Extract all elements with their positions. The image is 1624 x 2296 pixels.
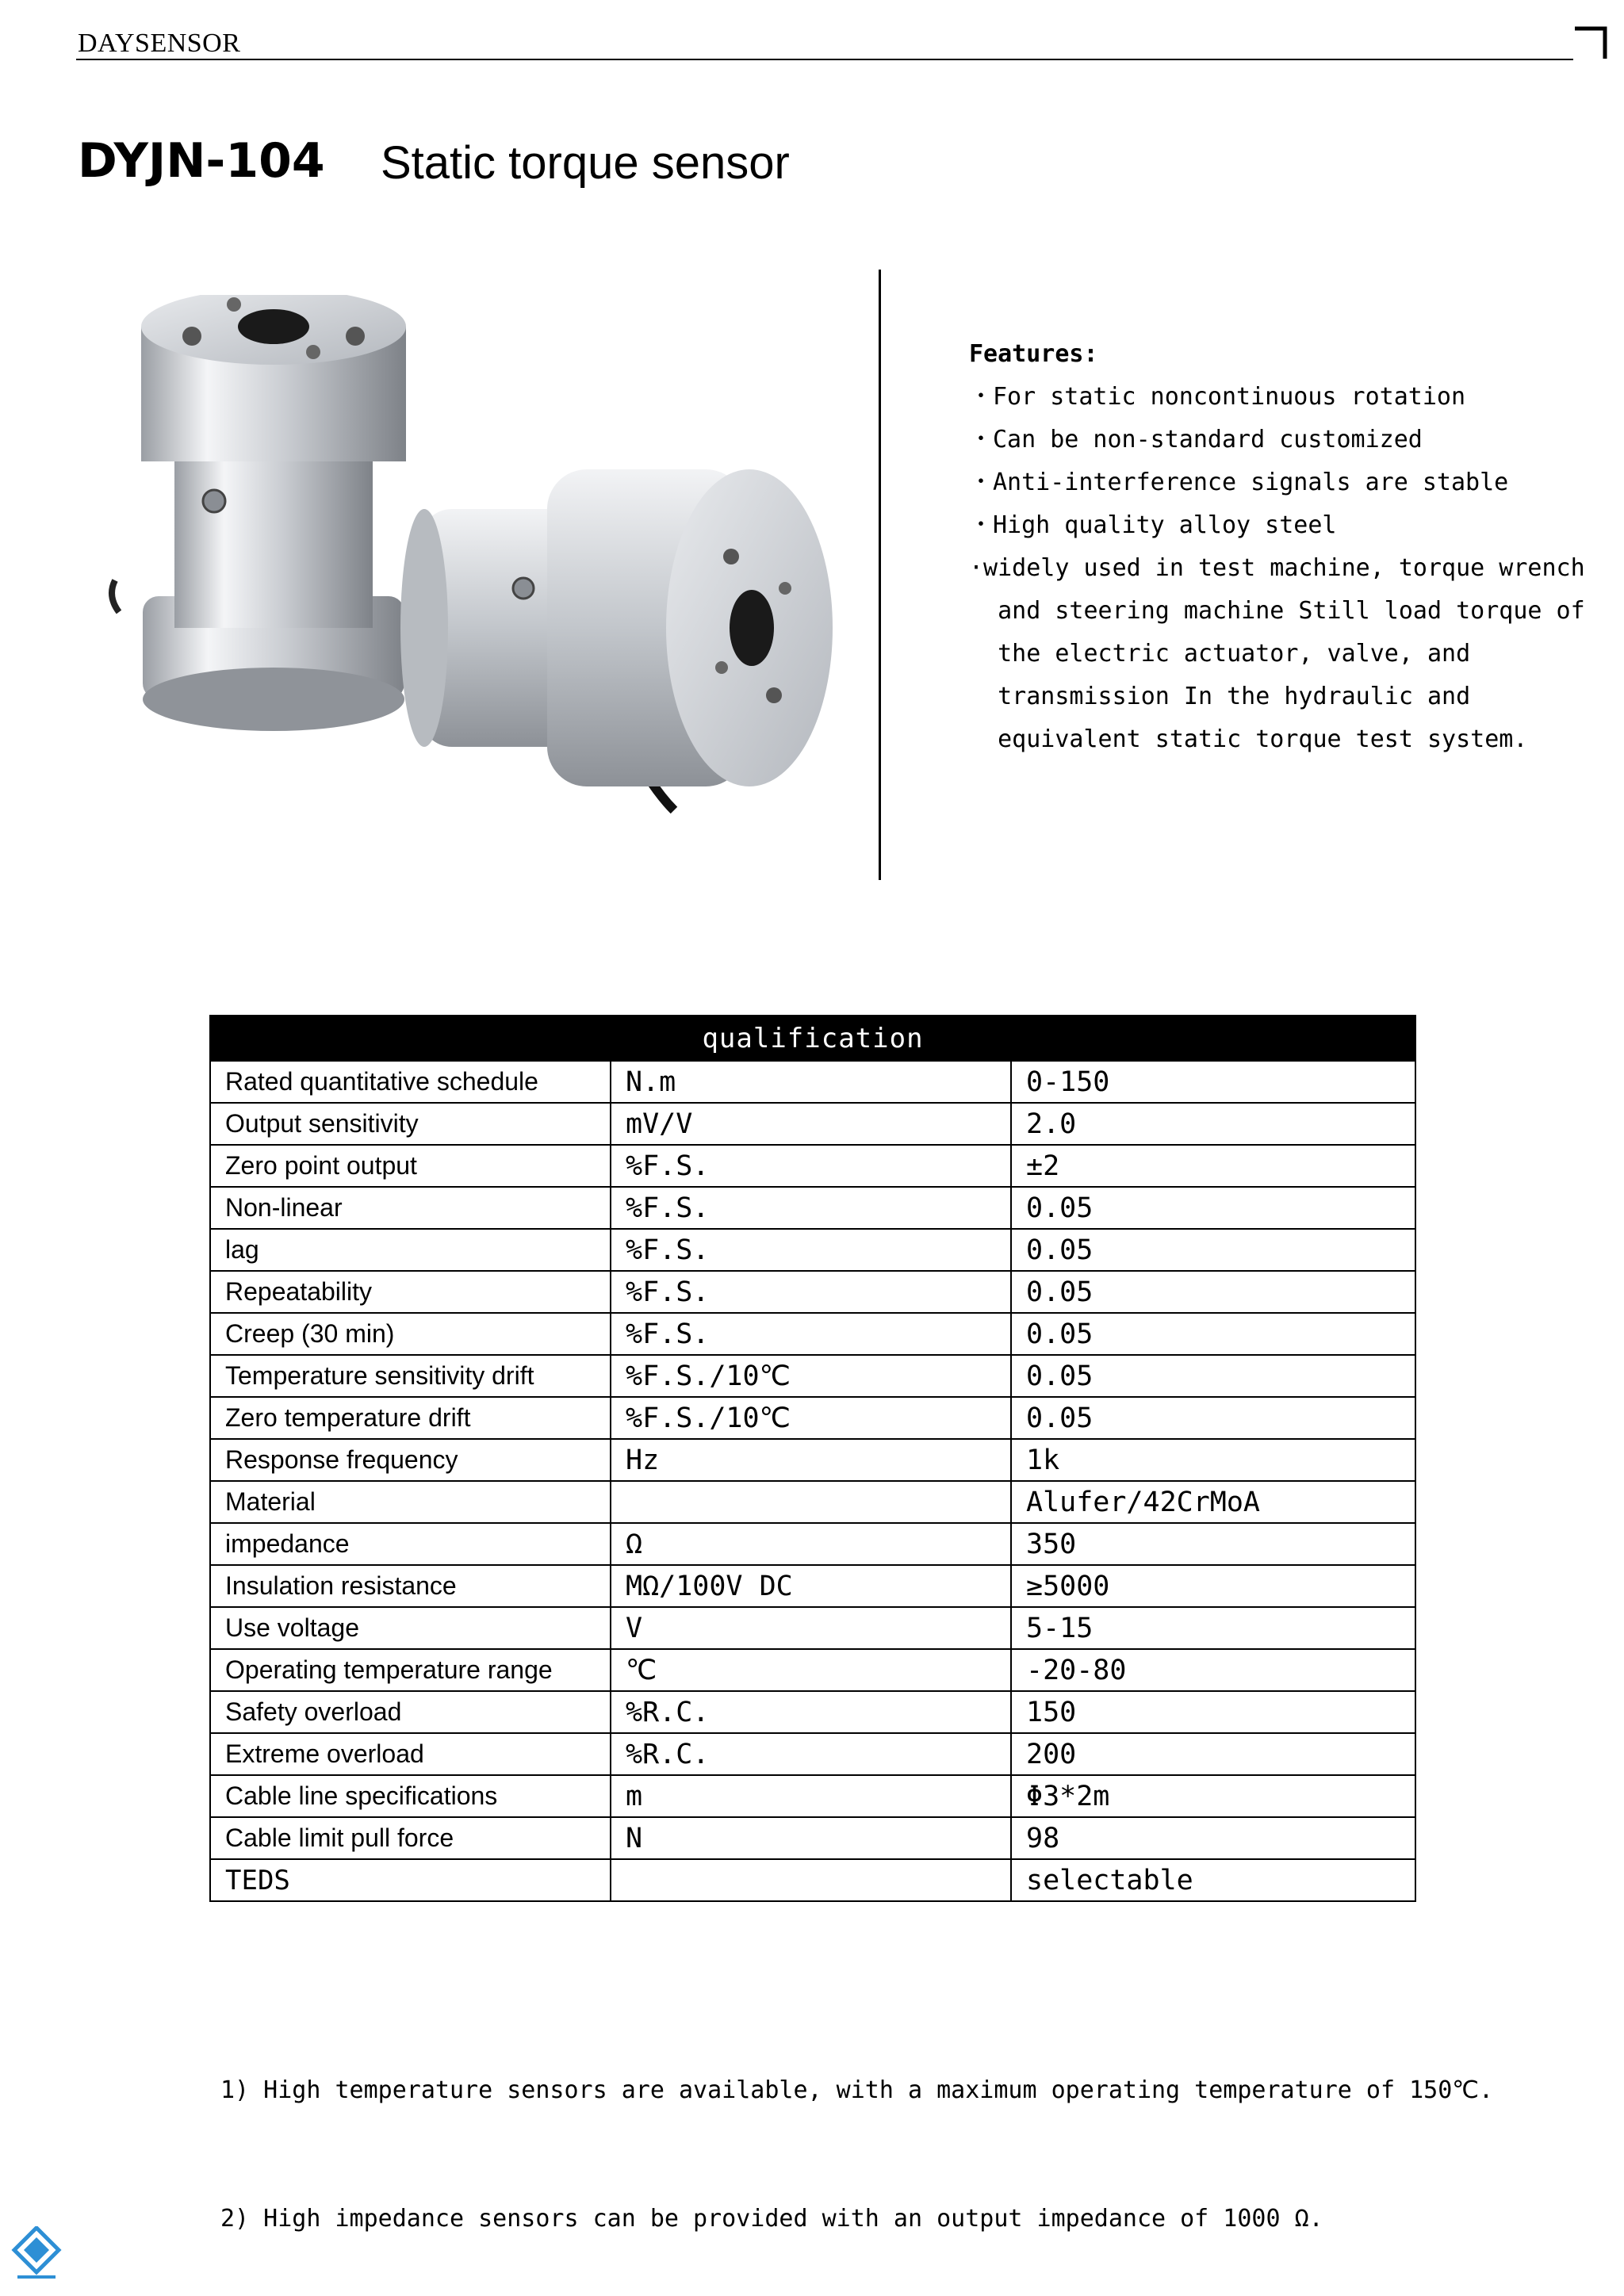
unit-cell: ℃ bbox=[611, 1649, 1011, 1691]
param-cell: Material bbox=[210, 1481, 611, 1523]
value-cell: 0.05 bbox=[1011, 1313, 1415, 1355]
value-cell: 2.0 bbox=[1011, 1103, 1415, 1145]
unit-cell: mV/V bbox=[611, 1103, 1011, 1145]
value-cell: 0.05 bbox=[1011, 1229, 1415, 1271]
table-row bbox=[210, 1271, 1415, 1313]
unit-cell: MΩ/100V DC bbox=[611, 1565, 1011, 1607]
table-row bbox=[210, 1691, 1415, 1733]
value-cell: 0.05 bbox=[1011, 1271, 1415, 1313]
param-cell: TEDS bbox=[210, 1859, 611, 1901]
feature-item: ・Can be non-standard customized bbox=[969, 426, 1423, 453]
table-row bbox=[210, 1607, 1415, 1649]
param-cell: Repeatability bbox=[210, 1271, 611, 1313]
unit-cell: %F.S. bbox=[611, 1145, 1011, 1187]
unit-cell: Ω bbox=[611, 1523, 1011, 1565]
product-photo bbox=[103, 295, 841, 818]
param-cell: Operating temperature range bbox=[210, 1649, 611, 1691]
table-row bbox=[210, 1481, 1415, 1523]
feature-item: transmission In the hydraulic and bbox=[969, 683, 1471, 710]
divider-line bbox=[879, 270, 881, 880]
value-cell: 98 bbox=[1011, 1817, 1415, 1859]
unit-cell: %F.S. bbox=[611, 1313, 1011, 1355]
unit-cell bbox=[611, 1481, 1011, 1523]
spec-table bbox=[209, 1015, 1416, 1902]
note-line: 1) High temperature sensors are available, with a maximum operating temperature of 150℃. bbox=[220, 2076, 1494, 2104]
value-cell: 0-150 bbox=[1011, 1061, 1415, 1103]
unit-cell: m bbox=[611, 1775, 1011, 1817]
table-row bbox=[210, 1187, 1415, 1229]
param-cell: Cable limit pull force bbox=[210, 1817, 611, 1859]
feature-item: ·widely used in test machine, torque wrench bbox=[969, 554, 1585, 582]
table-row bbox=[210, 1565, 1415, 1607]
param-cell: Zero temperature drift bbox=[210, 1397, 611, 1439]
corner-bracket-icon bbox=[1573, 25, 1608, 60]
value-cell: selectable bbox=[1011, 1859, 1415, 1901]
table-row bbox=[210, 1649, 1415, 1691]
table-row bbox=[210, 1397, 1415, 1439]
table-row bbox=[210, 1145, 1415, 1187]
param-cell: Zero point output bbox=[210, 1145, 611, 1187]
unit-cell: %F.S. bbox=[611, 1229, 1011, 1271]
value-cell: 200 bbox=[1011, 1733, 1415, 1775]
param-cell: Extreme overload bbox=[210, 1733, 611, 1775]
unit-cell: %F.S./10℃ bbox=[611, 1397, 1011, 1439]
product-model: DYJN-104 bbox=[78, 133, 325, 189]
value-cell: 0.05 bbox=[1011, 1397, 1415, 1439]
unit-cell: %R.C. bbox=[611, 1691, 1011, 1733]
table-row bbox=[210, 1313, 1415, 1355]
unit-cell bbox=[611, 1859, 1011, 1901]
param-cell: Non-linear bbox=[210, 1187, 611, 1229]
table-row bbox=[210, 1523, 1415, 1565]
value-cell: 350 bbox=[1011, 1523, 1415, 1565]
table-row bbox=[210, 1229, 1415, 1271]
unit-cell: %F.S./10℃ bbox=[611, 1355, 1011, 1397]
product-description: Static torque sensor bbox=[381, 137, 790, 189]
feature-item: and steering machine Still load torque of bbox=[969, 597, 1585, 625]
unit-cell: %R.C. bbox=[611, 1733, 1011, 1775]
value-cell: 0.05 bbox=[1011, 1355, 1415, 1397]
company-logo-icon bbox=[11, 2226, 62, 2282]
notes-block bbox=[220, 1984, 1493, 2283]
param-cell: impedance bbox=[210, 1523, 611, 1565]
feature-item: ・For static noncontinuous rotation bbox=[969, 383, 1466, 411]
param-cell: Response frequency bbox=[210, 1439, 611, 1481]
spec-table-header: qualification bbox=[210, 1016, 1415, 1061]
unit-cell: V bbox=[611, 1607, 1011, 1649]
header-brand: DAYSENSOR bbox=[78, 29, 241, 58]
value-cell: 1k bbox=[1011, 1439, 1415, 1481]
value-cell: 150 bbox=[1011, 1691, 1415, 1733]
features-title: Features: bbox=[969, 340, 1098, 368]
table-row bbox=[210, 1103, 1415, 1145]
unit-cell: Hz bbox=[611, 1439, 1011, 1481]
table-row bbox=[210, 1859, 1415, 1901]
value-cell: ≥5000 bbox=[1011, 1565, 1415, 1607]
param-cell: lag bbox=[210, 1229, 611, 1271]
value-cell: ±2 bbox=[1011, 1145, 1415, 1187]
feature-item: ・Anti-interference signals are stable bbox=[969, 469, 1509, 496]
param-cell: Safety overload bbox=[210, 1691, 611, 1733]
table-row bbox=[210, 1439, 1415, 1481]
unit-cell: %F.S. bbox=[611, 1271, 1011, 1313]
param-cell: Output sensitivity bbox=[210, 1103, 611, 1145]
table-row bbox=[210, 1733, 1415, 1775]
param-cell: Creep (30 min) bbox=[210, 1313, 611, 1355]
header-rule bbox=[76, 59, 1573, 60]
value-cell: -20-80 bbox=[1011, 1649, 1415, 1691]
table-row bbox=[210, 1355, 1415, 1397]
param-cell: Cable line specifications bbox=[210, 1775, 611, 1817]
table-row bbox=[210, 1775, 1415, 1817]
feature-item: ・High quality alloy steel bbox=[969, 511, 1337, 539]
unit-cell: N.m bbox=[611, 1061, 1011, 1103]
param-cell: Insulation resistance bbox=[210, 1565, 611, 1607]
note-line: 2) High impedance sensors can be provided with an output impedance of 1000 Ω. bbox=[220, 2205, 1323, 2233]
table-row bbox=[210, 1061, 1415, 1103]
value-cell: 5-15 bbox=[1011, 1607, 1415, 1649]
feature-item: the electric actuator, valve, and bbox=[969, 640, 1471, 668]
param-cell: Rated quantitative schedule bbox=[210, 1061, 611, 1103]
table-row bbox=[210, 1817, 1415, 1859]
features-block bbox=[969, 333, 1585, 761]
param-cell: Temperature sensitivity drift bbox=[210, 1355, 611, 1397]
unit-cell: %F.S. bbox=[611, 1187, 1011, 1229]
value-cell: Φ3*2m bbox=[1011, 1775, 1415, 1817]
value-cell: 0.05 bbox=[1011, 1187, 1415, 1229]
feature-item: equivalent static torque test system. bbox=[969, 725, 1528, 753]
value-cell: Alufer/42CrMoA bbox=[1011, 1481, 1415, 1523]
unit-cell: N bbox=[611, 1817, 1011, 1859]
param-cell: Use voltage bbox=[210, 1607, 611, 1649]
